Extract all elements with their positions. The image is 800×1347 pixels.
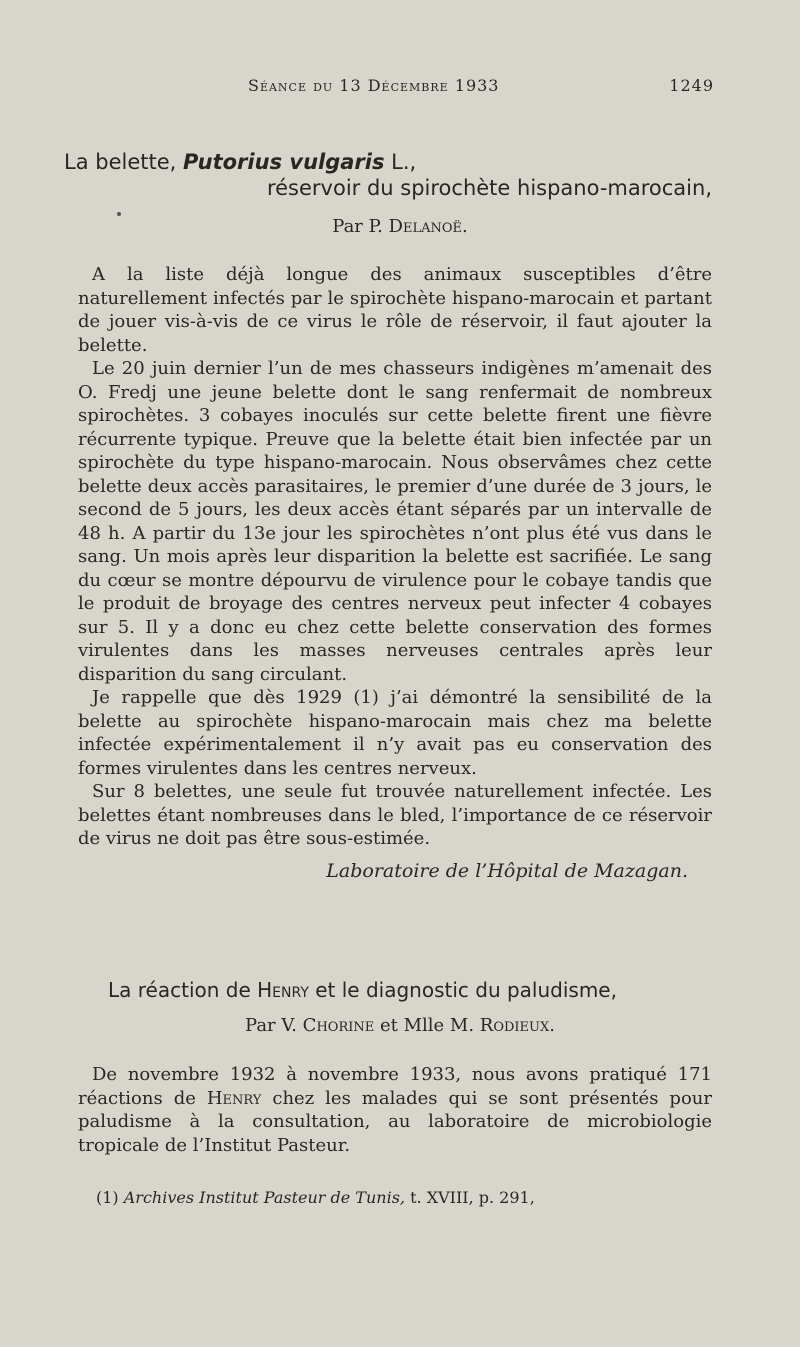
paragraph	[78, 1063, 712, 1157]
article-title-start: La belette,	[64, 150, 183, 174]
byline-prefix: Par P.	[332, 216, 389, 237]
paragraph: Sur 8 belettes, une seule fut trouvée naturellement infectée. Les belettes étant nombreuses dans le bled, l’importance de ce réservoir de virus ne doit pas être sous-estimée.	[78, 781, 712, 849]
article2-byline	[0, 1015, 800, 1036]
article-subtitle: réservoir du spirochète hispano-marocain,	[266, 176, 712, 200]
paragraph: Je rappelle que dès 1929 (1) j’ai démontré la sensibilité de la belette au spirochète hispano-marocain mais chez ma belette infectée expérimentalement il n’y avait pas eu conservation des formes virulentes dans les centres nerveux.	[78, 687, 712, 779]
paragraph: Le 20 juin dernier l’un de mes chasseurs indigènes m’amenait des O. Fredj une jeune belette dont le sang renfermait de nombreux spirochètes. 3 cobayes inoculés sur cette belette firent une fièvre récurrente typique. Preuve que la belette était bien infectée par un spirochète du type hispano-marocain. Nous observâmes chez cette belette deux accès parasitaires, le premier d’une durée de 3 jours, le second de 5 jours, les deux accès étant séparés par un intervalle de 48 h. A partir du 13e jour les spirochètes n’ont plus été vus dans le sang. Un mois après leur disparition la belette est sacrifiée. Le sang du cœur se montre dépourvu de virulence pour le cobaye tandis que le produit de broyage des centres nerveux peut infecter 4 cobayes sur 5. Il y a donc eu chez cette belette conservation des formes virulentes dans les masses nerveuses centrales après leur disparition du sang circulant.	[78, 358, 712, 685]
page-number: 1249	[669, 76, 714, 95]
footnote-journal: Archives Institut Pasteur de Tunis,	[123, 1188, 405, 1207]
byline2-author1: Chorine	[302, 1015, 375, 1036]
laboratory-signature: Laboratoire de l’Hôpital de Mazagan.	[326, 860, 688, 882]
byline2-mid: et Mlle M.	[374, 1015, 480, 1036]
article2-body	[78, 1063, 712, 1157]
article-title-author: L.,	[384, 150, 417, 174]
article-title-species: Putorius vulgaris	[183, 150, 385, 174]
byline	[0, 216, 800, 237]
footnote-ref: t. XVIII, p. 291,	[405, 1188, 535, 1207]
para-start: De novembre 1932 à novembre 1933, nous avons pratiqué 171 réactions de	[78, 1064, 712, 1109]
byline-author: Delanoë.	[388, 216, 468, 237]
para-end: chez les malades qui se sont présentés pour paludisme à la consultation, au laboratoire de microbiologie tropicale de l’Institut Pasteur.	[78, 1087, 712, 1156]
running-title: Séance du 13 Décembre 1933	[248, 76, 500, 95]
para-name: Henry	[206, 1087, 262, 1109]
article2-title-start: La réaction de	[108, 978, 258, 1002]
byline2-prefix: Par V.	[245, 1015, 303, 1036]
article2-title-name: Henry	[257, 978, 309, 1002]
running-head	[0, 76, 800, 106]
footnote-marker: (1)	[96, 1188, 124, 1207]
byline2-author2: Rodieux.	[479, 1015, 555, 1036]
article2-title	[108, 978, 617, 1002]
paragraph: A la liste déjà longue des animaux susceptibles d’être naturellement infectés par le spirochète hispano-marocain et partant de jouer vis-à-vis de ce virus le rôle de réservoir, il faut ajouter la belette.	[78, 264, 712, 356]
footnote	[96, 1188, 535, 1207]
article-title	[64, 150, 416, 174]
article-body	[78, 263, 712, 851]
article2-title-end: et le diagnostic du paludisme,	[308, 978, 617, 1002]
